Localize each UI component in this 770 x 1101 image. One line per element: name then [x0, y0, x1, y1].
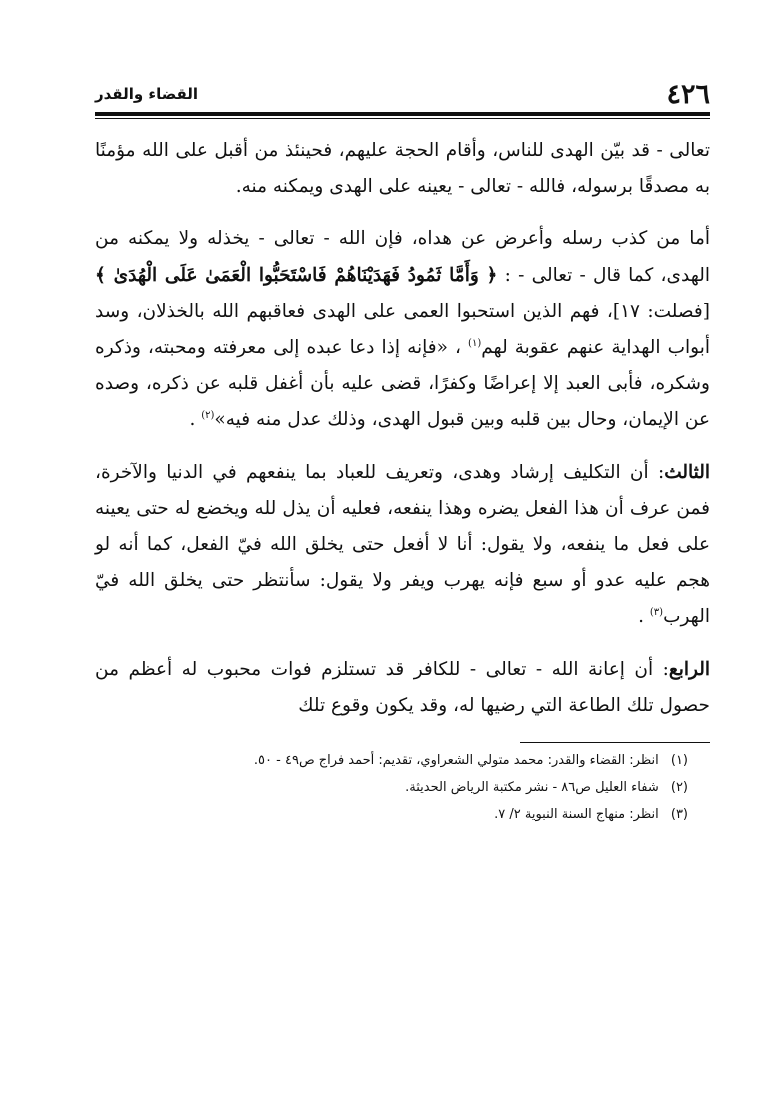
header-rule-thin	[95, 118, 710, 119]
paragraph-3-text-b: .	[638, 606, 644, 628]
footnote-ref-3[interactable]: (٣)	[649, 607, 664, 619]
footnote-1-text: انظر: القضاء والقدر: محمد متولي الشعراوي، تقديم: أحمد فراج ص٤٩ - ٥٠.	[253, 753, 659, 769]
footnote-1-number: (١)	[670, 753, 688, 769]
paragraph-1-text: تعالى - قد بيّن الهدى للناس، وأقام الحجة عليهم، فحينئذ من أقبل على الله مؤمنًا به مصدقًا برسوله، فالله - تعالى - يعينه على الهدى ويمكنه منه.	[95, 140, 710, 198]
paragraph-4	[95, 652, 710, 724]
paragraph-2	[95, 221, 710, 438]
footnote-ref-2[interactable]: (٢)	[201, 410, 215, 422]
paragraph-3	[95, 455, 710, 636]
paragraph-3-text-a: : أن التكليف إرشاد وهدى، وتعريف للعباد بما ينفعهم في الدنيا والآخرة، فمن عرف أن هذا الفعل يضره وهذا ينفعه، فعليه أن يذل لله ويخضع له حتى يعينه على فعل ما ينفعه، ولا يقول: أنا لا أفعل حتى يخلق الله فيّ الفعل، كما أنه لو هجم عليه عدو أو سبع فإنه يهرب ويفر ولا يقول: سأنتظر حتى يخلق الله فيّ الهرب	[95, 461, 710, 628]
paragraph-3-lead: الثالث	[664, 461, 710, 483]
running-title: القضاء والقدر	[95, 85, 199, 103]
page-header	[95, 70, 710, 108]
footnote-ref-1[interactable]: (١)	[468, 337, 482, 349]
footnotes	[95, 747, 710, 828]
paragraph-2-text-c: ، «فإنه إذا دعا عبده إلى معرفته ومحبته، وذكره وشكره، فأبى العبد إلا إعراضًا وكفرًا، قضى عليه بأن أغفل قلبه عن ذكره، وصده عن الإيمان، وحال بين قلبه وبين قبول الهدى، وذلك عدل منه فيه»	[95, 337, 710, 431]
paragraph-4-text: : أن إعانة الله - تعالى - للكافر قد تستلزم فوات محبوب له أعظم من حصول تلك الطاعة التي رضيها له، وقد يكون وقوع تلك	[95, 658, 710, 716]
page-number: ٤٢٦	[666, 79, 710, 110]
footnote-3-text: انظر: منهاج السنة النبوية ٢/ ٧.	[494, 807, 659, 823]
footnote-3-number: (٣)	[670, 807, 688, 823]
paragraph-4-lead: الرابع	[668, 658, 710, 680]
footnote-2	[95, 774, 688, 801]
quran-verse: ﴿ وَأَمَّا ثَمُودُ فَهَدَيْنَاهُمْ فَاسْتَحَبُّوا الْعَمَىٰ عَلَى الْهُدَىٰ ﴾	[95, 264, 498, 286]
footnote-2-number: (٢)	[670, 780, 688, 796]
paragraph-2-text-a: أما من كذب رسله وأعرض عن هداه، فإن الله - تعالى - يخذله ولا يمكنه من الهدى، كما قال - تعالى - :	[95, 228, 711, 286]
paragraph-2-text-d: .	[189, 409, 196, 431]
footnote-3	[95, 801, 688, 828]
footnote-1	[95, 747, 688, 774]
paragraph-2-text-b: [فصلت: ١٧]، فهم الذين استحبوا العمى على الهدى فعاقبهم الله بالخذلان، وسد أبواب الهداية عنهم عقوبة لهم	[95, 300, 711, 359]
paragraph-1	[95, 133, 710, 205]
footnote-separator	[520, 742, 710, 743]
header-rule-thick	[95, 112, 710, 116]
footnote-2-text: شفاء العليل ص٨٦ - نشر مكتبة الرياض الحديثة.	[405, 780, 659, 796]
book-page	[95, 70, 710, 828]
main-text	[95, 133, 710, 724]
